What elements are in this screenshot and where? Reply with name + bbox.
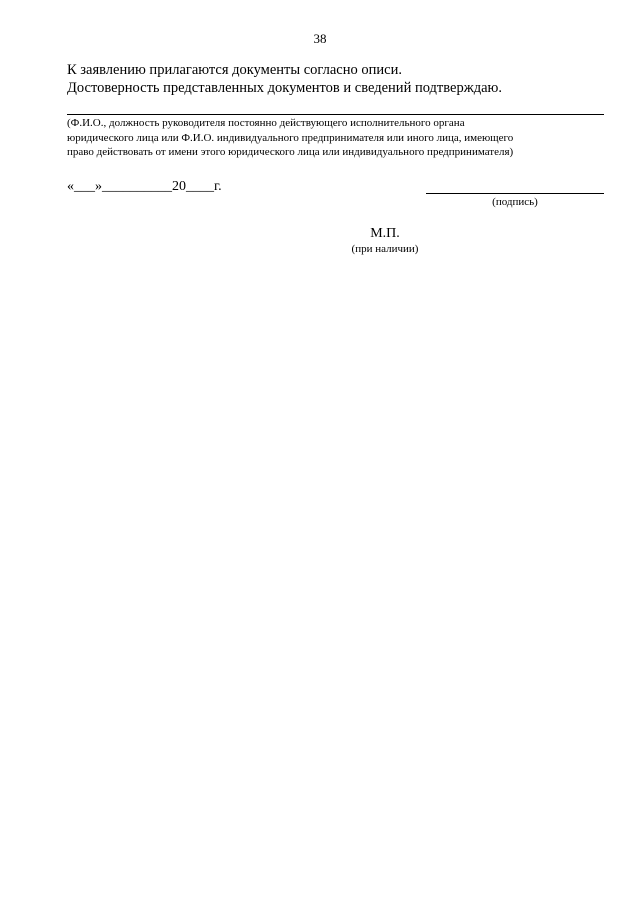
signature-line: [426, 193, 604, 194]
fio-signature-line: [67, 114, 604, 115]
fio-caption-line-1: (Ф.И.О., должность руководителя постоянно действующего исполнительного органа: [67, 117, 465, 129]
confirmation-statement: Достоверность представленных документов и сведений подтверждаю.: [67, 80, 502, 96]
page-number: 38: [313, 31, 327, 46]
date-field: «___»__________20____г.: [67, 179, 222, 194]
fio-caption: [67, 116, 607, 160]
fio-caption-line-3: право действовать от имени этого юридического лица или индивидуального предпринимателя): [67, 146, 514, 158]
attachments-statement: К заявлению прилагаются документы согласно описи.: [67, 62, 402, 78]
fio-caption-line-2: юридического лица или Ф.И.О. индивидуального предпринимателя или иного лица, имеющего: [67, 131, 514, 144]
signature-caption: (подпись): [492, 196, 538, 208]
stamp-label: М.П.: [370, 226, 400, 241]
stamp-caption: (при наличии): [351, 243, 419, 255]
